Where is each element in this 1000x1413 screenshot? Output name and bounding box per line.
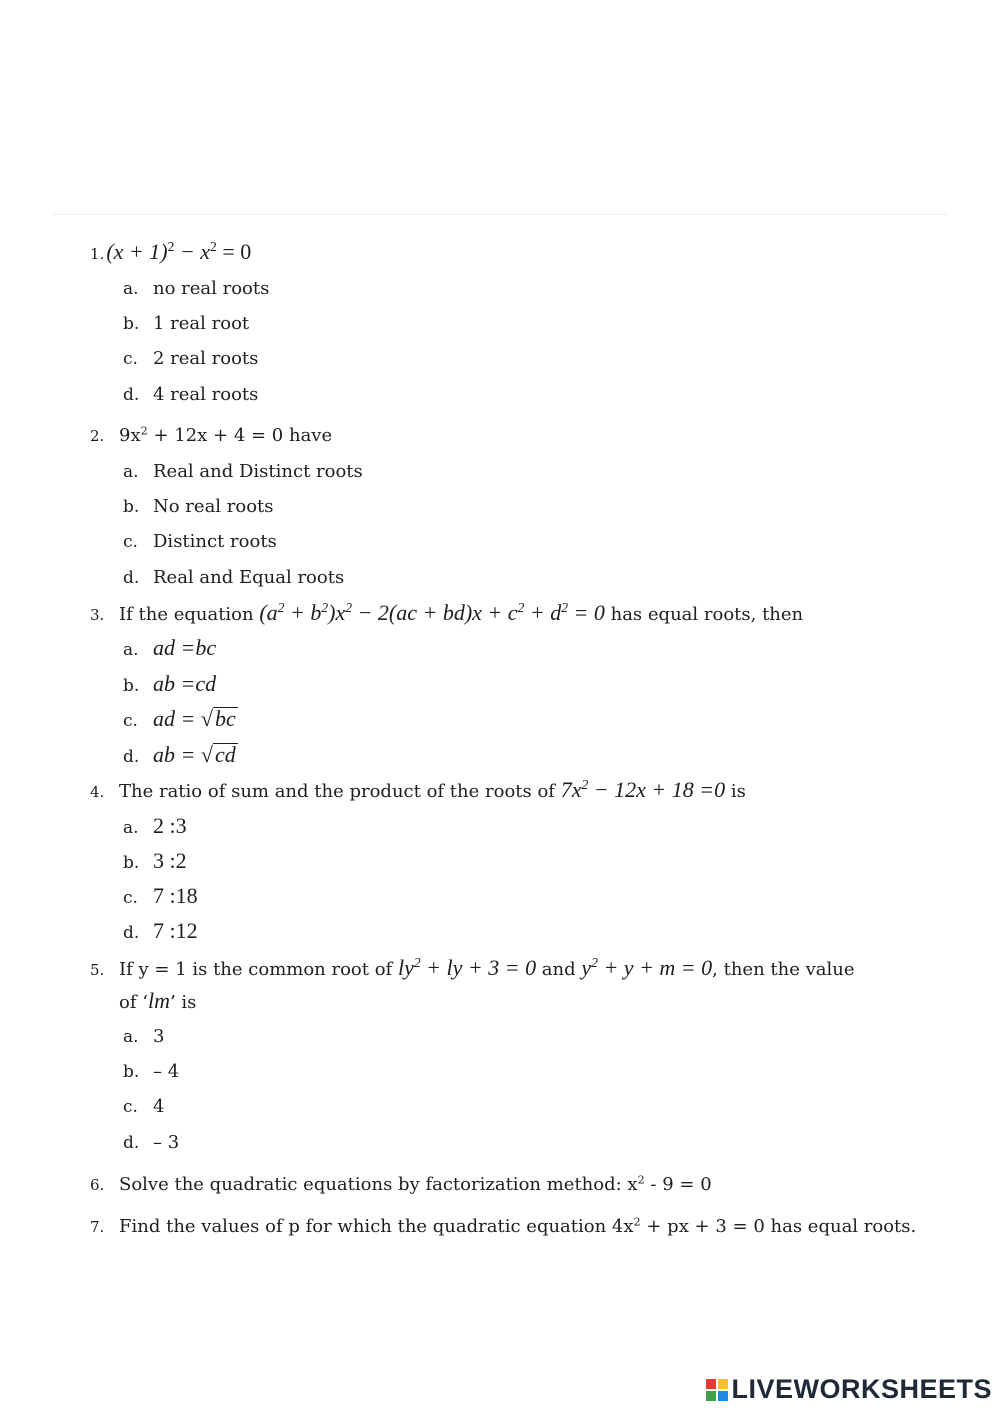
question-4 bbox=[90, 778, 746, 804]
q2-option-a[interactable]: a. Real and Distinct roots bbox=[123, 461, 363, 482]
brand-name: LIVEWORKSHEETS bbox=[731, 1374, 992, 1404]
question-text: If the equation $(a^2 + b^2)x^2 - 2(ac + bd)x + c^2 + d^2 = 0$ has equal roots, then bbox=[119, 599, 804, 625]
q4-option-c[interactable]: c. 7 :18 bbox=[123, 883, 198, 908]
sqrt-icon: √ bbox=[200, 742, 213, 767]
question-text: Solve the quadratic equations by factorization method: $x^2 - 9 = 0$ bbox=[119, 1173, 712, 1195]
q3-option-a[interactable]: a. ad =bc bbox=[123, 635, 217, 660]
question-text: If y = 1 is the common root of $ly^2$ + ly + 3 = 0 and $y^2 + y + m = 0$, then the value bbox=[119, 954, 855, 980]
q3-option-c[interactable]: c. ad = √bc bbox=[123, 706, 236, 731]
q4-option-d[interactable]: d. 7 :12 bbox=[123, 918, 198, 943]
q1-option-b[interactable]: b. 1 real root bbox=[123, 313, 250, 334]
question-number: 5. bbox=[90, 961, 105, 979]
question-number: 7. bbox=[90, 1218, 105, 1236]
question-5 bbox=[90, 956, 855, 982]
q1-option-a[interactable]: a. no real roots bbox=[123, 278, 270, 299]
question-3 bbox=[90, 601, 803, 627]
question-text: The ratio of sum and the product of the roots of $7x^2 - 12x + 18 =0$ is bbox=[119, 776, 746, 802]
question-5-line-2: of ‘lm’ is bbox=[119, 988, 197, 1013]
q5-option-c[interactable]: c. 4 bbox=[123, 1096, 165, 1117]
q5-option-b[interactable]: b. – 4 bbox=[123, 1061, 180, 1082]
q1-option-d[interactable]: d. 4 real roots bbox=[123, 384, 259, 405]
question-number: 3. bbox=[90, 606, 105, 624]
question-7 bbox=[90, 1215, 916, 1239]
question-1 bbox=[90, 240, 251, 266]
q5-option-a[interactable]: a. 3 bbox=[123, 1026, 165, 1047]
question-number: 2. bbox=[90, 427, 105, 445]
question-number: 6. bbox=[90, 1176, 105, 1194]
question-2 bbox=[90, 424, 332, 448]
liveworksheets-logo[interactable] bbox=[706, 1374, 992, 1405]
header-divider bbox=[52, 214, 947, 215]
question-text: Find the values of p for which the quadratic equation $4x^2$ + px + 3 = 0 has equal roots. bbox=[119, 1215, 917, 1237]
q2-option-d[interactable]: d. Real and Equal roots bbox=[123, 567, 345, 588]
question-number: 4. bbox=[90, 783, 105, 801]
question-equation: $(x + 1)^2 - x^2 = 0$ bbox=[106, 238, 252, 264]
question-number: 1. bbox=[90, 245, 105, 263]
q1-option-c[interactable]: c. 2 real roots bbox=[123, 348, 259, 369]
question-6 bbox=[90, 1173, 712, 1197]
liveworksheets-mark-icon bbox=[706, 1379, 728, 1401]
q2-option-b[interactable]: b. No real roots bbox=[123, 496, 274, 517]
q4-option-b[interactable]: b. 3 :2 bbox=[123, 848, 187, 873]
sqrt-icon: √ bbox=[200, 706, 213, 731]
q3-option-b[interactable]: b. ab =cd bbox=[123, 671, 217, 696]
q5-option-d[interactable]: d. – 3 bbox=[123, 1132, 180, 1153]
q3-option-d[interactable]: d. ab = √cd bbox=[123, 742, 236, 767]
q4-option-a[interactable]: a. 2 :3 bbox=[123, 813, 187, 838]
question-text: $9x^2 + 12x + 4 = 0$ have bbox=[119, 424, 333, 446]
q2-option-c[interactable]: c. Distinct roots bbox=[123, 531, 277, 552]
